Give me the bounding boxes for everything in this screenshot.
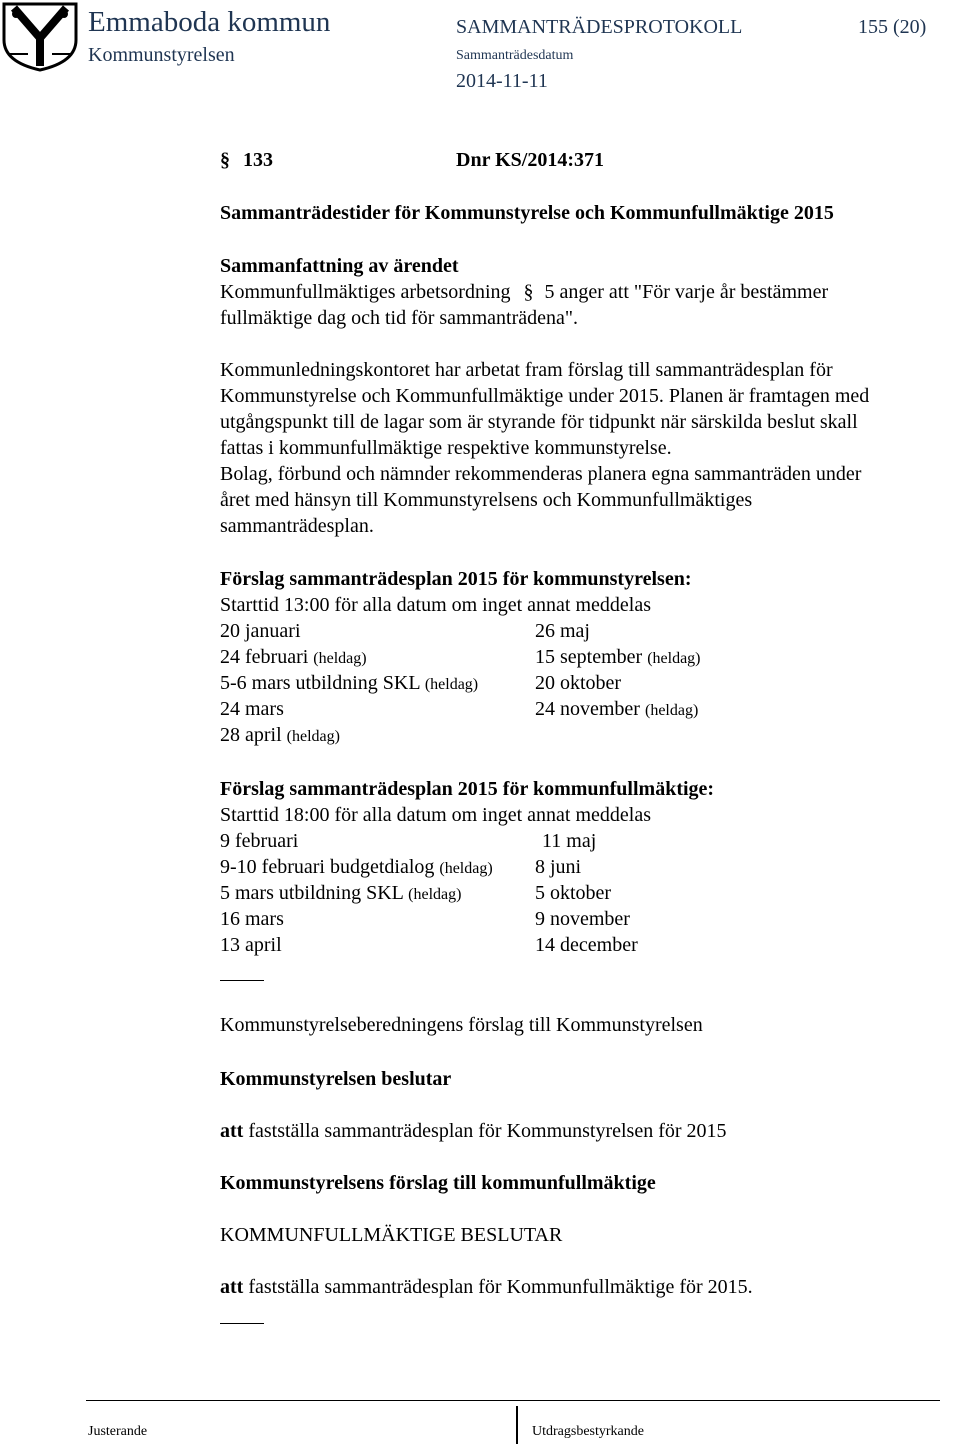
summary-text: 5 anger att "För varje år bestämmer	[544, 281, 829, 303]
kf-decision-text	[220, 1274, 753, 1300]
kf-caps-heading: KOMMUNFULLMÄKTIGE BESLUTAR	[220, 1224, 563, 1246]
ks-date-right	[535, 644, 701, 672]
kf-date-right	[542, 828, 596, 854]
date-text: 24 november	[535, 698, 640, 720]
date-text: 9-10 februari budgetdialog	[220, 856, 435, 878]
kf-date-left	[220, 932, 282, 958]
kf-date-left	[220, 906, 284, 932]
date-text: 5 oktober	[535, 882, 612, 904]
date-value: 2014-11-11	[456, 70, 548, 92]
case-dnr: Dnr KS/2014:371	[456, 149, 604, 171]
date-text: 9 november	[535, 908, 630, 930]
kf-date-left	[220, 854, 493, 882]
case-number-value: 133	[243, 149, 273, 171]
date-text: 13 april	[220, 934, 282, 956]
section-symbol: §	[220, 149, 230, 171]
date-text: 15 september	[535, 646, 643, 668]
date-text: 16 mars	[220, 908, 284, 930]
summary-line-2: fullmäktige dag och tid för sammanträdena".	[220, 307, 579, 329]
ks-date-right	[535, 696, 698, 724]
kf-date-right	[535, 880, 611, 906]
summary-p3-line-3: sammanträdesplan.	[220, 515, 374, 537]
date-text: 24 mars	[220, 698, 284, 720]
ks-date-right	[535, 618, 590, 644]
page-number: 155 (20)	[858, 16, 927, 38]
summary-p2-line-1: Kommunledningskontoret har arbetat fram förslag till sammanträdesplan för	[220, 359, 833, 381]
date-text: 5 mars utbildning SKL	[220, 882, 404, 904]
date-text: 28 april	[220, 724, 282, 746]
date-note: (heldag)	[424, 676, 479, 693]
footer-utdragsbestyrkande: Utdragsbestyrkande	[532, 1424, 644, 1439]
ks-date-left	[220, 722, 340, 750]
kf-plan-heading: Förslag sammanträdesplan 2015 för kommunfullmäktige:	[220, 778, 715, 800]
date-label: Sammanträdesdatum	[456, 48, 574, 63]
date-text: 20 januari	[220, 620, 301, 642]
kf-date-left	[220, 880, 461, 908]
footer-rule	[86, 1400, 940, 1401]
ks-date-left	[220, 696, 284, 722]
summary-p3-line-2: året med hänsyn till Kommunstyrelsens och Kommunfullmäktiges	[220, 489, 753, 511]
att-keyword: att	[220, 1120, 244, 1142]
date-text: 24 februari	[220, 646, 309, 668]
separator-line	[220, 980, 264, 981]
att-keyword: att	[220, 1276, 244, 1298]
summary-text: Kommunfullmäktiges arbetsordning	[220, 281, 511, 303]
date-text: 26 maj	[535, 620, 590, 642]
kf-date-right	[535, 854, 581, 880]
ks-date-left	[220, 618, 301, 644]
ks-decision-text	[220, 1118, 727, 1144]
date-text: 20 oktober	[535, 672, 622, 694]
case-title: Sammanträdestider för Kommunstyrelse och Kommunfullmäktige 2015	[220, 202, 834, 224]
date-text: 9 februari	[220, 830, 299, 852]
kf-proposal-heading: Kommunstyrelsens förslag till kommunfullmäktige	[220, 1172, 656, 1194]
summary-heading: Sammanfattning av ärendet	[220, 255, 459, 277]
date-note: (heldag)	[644, 702, 699, 719]
coat-of-arms-icon	[0, 0, 80, 72]
kf-date-left	[220, 828, 298, 854]
org-name: Emmaboda kommun	[88, 6, 331, 38]
ks-plan-heading: Förslag sammanträdesplan 2015 för kommunstyrelsen:	[220, 568, 692, 590]
decision-text: fastställa sammanträdesplan för Kommunfullmäktige för 2015.	[248, 1276, 753, 1298]
date-text: 11 maj	[542, 830, 597, 852]
beredning-text: Kommunstyrelseberedningens förslag till Kommunstyrelsen	[220, 1014, 703, 1036]
ks-date-right	[535, 670, 621, 696]
kf-date-right	[535, 932, 638, 958]
date-note: (heldag)	[286, 728, 340, 745]
date-text: 8 juni	[535, 856, 582, 878]
ks-plan-start: Starttid 13:00 för alla datum om inget annat meddelas	[220, 594, 652, 616]
summary-p2-line-3: utgångspunkt till de lagar som är styrande för tidpunkt när särskilda beslut skall	[220, 411, 858, 433]
section-symbol: §	[523, 281, 534, 303]
date-text: 5-6 mars utbildning SKL	[220, 672, 420, 694]
footer-justerande: Justerande	[88, 1424, 148, 1439]
org-subtitle: Kommunstyrelsen	[88, 44, 235, 66]
date-note: (heldag)	[439, 860, 493, 877]
case-number	[220, 147, 273, 173]
summary-line-1	[220, 279, 828, 305]
kf-plan-start: Starttid 18:00 för alla datum om inget annat meddelas	[220, 804, 652, 826]
document-type: SAMMANTRÄDESPROTOKOLL	[456, 16, 743, 38]
date-note: (heldag)	[408, 886, 462, 903]
decision-text: fastställa sammanträdesplan för Kommunstyrelsen för 2015	[248, 1120, 727, 1142]
date-note: (heldag)	[647, 650, 701, 667]
ks-date-left	[220, 670, 478, 698]
date-text: 14 december	[535, 934, 638, 956]
date-note: (heldag)	[313, 650, 367, 667]
kf-date-right	[535, 906, 630, 932]
separator-line	[220, 1323, 264, 1324]
ks-decision-heading: Kommunstyrelsen beslutar	[220, 1068, 452, 1090]
ks-date-left	[220, 644, 367, 672]
summary-p2-line-4: fattas i kommunfullmäktige respektive kommunstyrelse.	[220, 437, 672, 459]
summary-p2-line-2: Kommunstyrelse och Kommunfullmäktige under 2015. Planen är framtagen med	[220, 385, 870, 407]
footer-divider	[516, 1406, 518, 1444]
summary-p3-line-1: Bolag, förbund och nämnder rekommenderas planera egna sammanträden under	[220, 463, 862, 485]
